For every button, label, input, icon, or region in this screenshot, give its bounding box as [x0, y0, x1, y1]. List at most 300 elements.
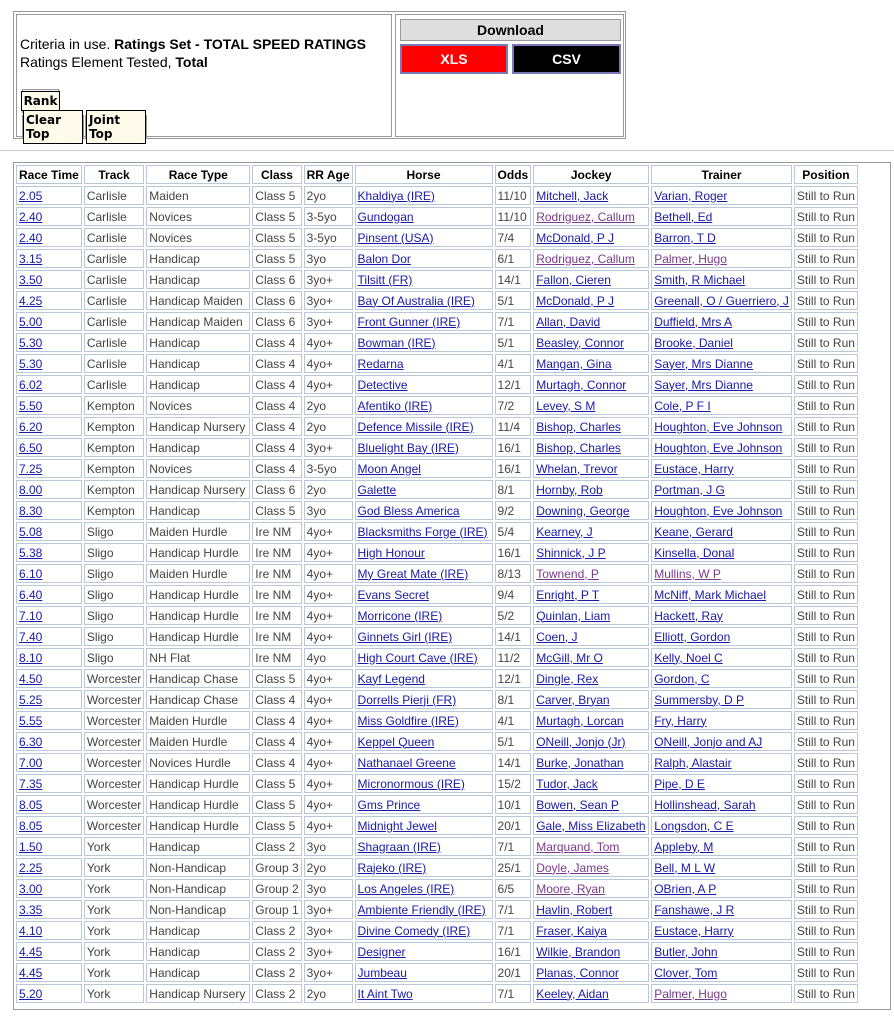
trainer-link[interactable]: Hackett, Ray	[654, 608, 723, 623]
cell-rr-age: 4yo+	[304, 732, 353, 751]
cell-race-time	[16, 858, 82, 877]
horse-link[interactable]: Moon Angel	[357, 461, 421, 476]
table-row	[16, 690, 858, 709]
cell-jockey	[533, 774, 649, 793]
race-time-link[interactable]: 3.35	[19, 902, 43, 917]
cell-horse	[355, 900, 493, 919]
cell-rr-age: 3yo+	[304, 921, 353, 940]
jockey-link[interactable]: Enright, P T	[536, 587, 600, 602]
cell-race-time	[16, 753, 82, 772]
cell-position: Still to Run	[794, 333, 858, 352]
horse-link[interactable]: Midnight Jewel	[357, 818, 437, 833]
cell-trainer	[651, 648, 792, 667]
jockey-link[interactable]: Havlin, Robert	[536, 902, 613, 917]
race-time-link[interactable]: 3.00	[19, 881, 43, 896]
jockey-link[interactable]: Levey, S M	[536, 398, 596, 413]
jockey-link[interactable]: Tudor, Jack	[536, 776, 598, 791]
trainer-link[interactable]: Houghton, Eve Johnson	[654, 503, 783, 518]
trainer-link[interactable]: McNiff, Mark Michael	[654, 587, 766, 602]
trainer-link[interactable]: Bell, M L W	[654, 860, 716, 875]
race-time-link[interactable]: 5.50	[19, 398, 43, 413]
race-time-link[interactable]: 6.20	[19, 419, 43, 434]
cell-trainer	[651, 270, 792, 289]
cell-race-type: Maiden	[146, 186, 250, 205]
ratings-set: Ratings Set - TOTAL SPEED RATINGS	[114, 36, 366, 52]
cell-rr-age: 4yo+	[304, 333, 353, 352]
horse-link[interactable]: Micronormous (IRE)	[357, 776, 465, 791]
trainer-link[interactable]: Brooke, Daniel	[654, 335, 733, 350]
race-time-link[interactable]: 6.30	[19, 734, 43, 749]
trainer-link[interactable]: Greenall, O / Guerriero, J	[654, 293, 789, 308]
element-label: Ratings Element Tested,	[20, 54, 172, 70]
race-time-link[interactable]: 8.30	[19, 503, 43, 518]
table-row	[16, 606, 858, 625]
race-time-link[interactable]: 6.50	[19, 440, 43, 455]
horse-link[interactable]: My Great Mate (IRE)	[357, 566, 469, 581]
race-time-link[interactable]: 2.05	[19, 188, 43, 203]
cell-position: Still to Run	[794, 480, 858, 499]
jockey-link[interactable]: Mangan, Gina	[536, 356, 612, 371]
cell-trainer	[651, 396, 792, 415]
trainer-link[interactable]: Eustace, Harry	[654, 923, 734, 938]
trainer-link[interactable]: Pipe, D E	[654, 776, 705, 791]
jockey-link[interactable]: Coen, J	[536, 629, 578, 644]
jockey-link[interactable]: Bishop, Charles	[536, 440, 621, 455]
cell-race-type: NH Flat	[146, 648, 250, 667]
horse-link[interactable]: Los Angeles (IRE)	[357, 881, 455, 896]
cell-race-type: Handicap Hurdle	[146, 543, 250, 562]
cell-jockey	[533, 270, 649, 289]
cell-class: Ire NM	[252, 543, 301, 562]
cell-race-type: Handicap Nursery	[146, 984, 250, 1003]
jockey-link[interactable]: Bishop, Charles	[536, 419, 621, 434]
header-position: Position	[794, 165, 858, 184]
race-time-link[interactable]: 7.40	[19, 629, 43, 644]
cell-horse	[355, 690, 493, 709]
horse-link[interactable]: Designer	[357, 944, 406, 959]
cell-class: Class 4	[252, 459, 301, 478]
table-row	[16, 858, 858, 877]
cell-track: York	[84, 900, 144, 919]
trainer-link[interactable]: Clover, Tom	[654, 965, 718, 980]
header-jockey: Jockey	[533, 165, 649, 184]
race-time-link[interactable]: 4.25	[19, 293, 43, 308]
cell-race-time	[16, 228, 82, 247]
horse-link[interactable]: Kayf Legend	[357, 671, 425, 686]
race-time-link[interactable]: 4.45	[19, 965, 43, 980]
horse-link[interactable]: Miss Goldfire (IRE)	[357, 713, 459, 728]
cell-odds: 6/1	[495, 249, 532, 268]
race-time-link[interactable]: 8.10	[19, 650, 43, 665]
horse-link[interactable]: Tilsitt (FR)	[357, 272, 413, 287]
race-time-link[interactable]: 5.30	[19, 335, 43, 350]
cell-odds: 5/2	[495, 606, 532, 625]
cell-trainer	[651, 753, 792, 772]
cell-position: Still to Run	[794, 984, 858, 1003]
cell-position: Still to Run	[794, 816, 858, 835]
trainer-link[interactable]: Appleby, M	[654, 839, 714, 854]
horse-link[interactable]: God Bless America	[357, 503, 460, 518]
trainer-link[interactable]: OBrien, A P	[654, 881, 717, 896]
cell-rr-age: 2yo	[304, 480, 353, 499]
race-time-link[interactable]: 8.00	[19, 482, 43, 497]
cell-race-type: Handicap	[146, 354, 250, 373]
cell-race-time	[16, 438, 82, 457]
results-table-container	[13, 162, 891, 1010]
cell-track: Sligo	[84, 627, 144, 646]
cell-trainer	[651, 984, 792, 1003]
cell-trainer	[651, 690, 792, 709]
cell-rr-age: 4yo+	[304, 564, 353, 583]
jockey-link[interactable]: Doyle, James	[536, 860, 609, 875]
trainer-link[interactable]: Kinsella, Donal	[654, 545, 735, 560]
header-rr-age: RR Age	[304, 165, 353, 184]
jockey-link[interactable]: Dingle, Rex	[536, 671, 599, 686]
cell-race-time	[16, 963, 82, 982]
cell-odds: 14/1	[495, 270, 532, 289]
horse-link[interactable]: It Aint Two	[357, 986, 413, 1001]
cell-race-type: Handicap Hurdle	[146, 606, 250, 625]
jockey-link[interactable]: Townend, P	[536, 566, 599, 581]
race-time-link[interactable]: 4.50	[19, 671, 43, 686]
jockey-link[interactable]: McDonald, P J	[536, 293, 615, 308]
race-time-link[interactable]: 2.40	[19, 230, 43, 245]
cell-position: Still to Run	[794, 627, 858, 646]
cell-race-type: Novices Hurdle	[146, 753, 250, 772]
race-time-link[interactable]: 3.50	[19, 272, 43, 287]
trainer-link[interactable]: Houghton, Eve Johnson	[654, 419, 783, 434]
trainer-link[interactable]: Keane, Gerard	[654, 524, 733, 539]
cell-odds: 7/1	[495, 984, 532, 1003]
horse-link[interactable]: Defence Missile (IRE)	[357, 419, 474, 434]
table-row	[16, 984, 858, 1003]
table-row	[16, 963, 858, 982]
table-row	[16, 438, 858, 457]
jockey-link[interactable]: Fraser, Kaiya	[536, 923, 607, 938]
table-row	[16, 396, 858, 415]
divider	[0, 150, 894, 151]
table-row	[16, 522, 858, 541]
horse-link[interactable]: Evans Secret	[357, 587, 429, 602]
horse-link[interactable]: Detective	[357, 377, 408, 392]
horse-link[interactable]: Ambiente Friendly (IRE)	[357, 902, 486, 917]
jockey-link[interactable]: Moore, Ryan	[536, 881, 605, 896]
cell-trainer	[651, 480, 792, 499]
race-time-link[interactable]: 5.20	[19, 986, 43, 1001]
jockey-link[interactable]: Rodriguez, Callum	[536, 209, 635, 224]
cell-race-type: Handicap Hurdle	[146, 585, 250, 604]
cell-trainer	[651, 333, 792, 352]
cell-horse	[355, 753, 493, 772]
jockey-link[interactable]: Fallon, Cieren	[536, 272, 611, 287]
trainer-link[interactable]: Barron, T D	[654, 230, 716, 245]
cell-odds: 5/4	[495, 522, 532, 541]
cell-trainer	[651, 354, 792, 373]
horse-link[interactable]: Rajeko (IRE)	[357, 860, 427, 875]
horse-link[interactable]: Nathanael Greene	[357, 755, 456, 770]
jockey-link[interactable]: Whelan, Trevor	[536, 461, 618, 476]
cell-class: Class 4	[252, 375, 301, 394]
horse-link[interactable]: Jumbeau	[357, 965, 407, 980]
horse-link[interactable]: High Court Cave (IRE)	[357, 650, 478, 665]
cell-horse	[355, 585, 493, 604]
cell-track: Carlisle	[84, 228, 144, 247]
cell-race-type: Handicap	[146, 333, 250, 352]
cell-rr-age: 4yo+	[304, 606, 353, 625]
cell-trainer	[651, 291, 792, 310]
csv-download-button[interactable]: CSV	[512, 44, 621, 74]
jockey-link[interactable]: Murtagh, Connor	[536, 377, 627, 392]
jockey-link[interactable]: McDonald, P J	[536, 230, 615, 245]
jockey-link[interactable]: Hornby, Rob	[536, 482, 603, 497]
trainer-link[interactable]: Longsdon, C E	[654, 818, 734, 833]
cell-odds: 8/13	[495, 564, 532, 583]
race-time-link[interactable]: 6.02	[19, 377, 43, 392]
cell-class: Class 5	[252, 669, 301, 688]
cell-race-time	[16, 648, 82, 667]
cell-jockey	[533, 291, 649, 310]
xls-download-button[interactable]: XLS	[400, 44, 508, 74]
horse-link[interactable]: Morricone (IRE)	[357, 608, 443, 623]
horse-link[interactable]: Bowman (IRE)	[357, 335, 436, 350]
horse-link[interactable]: Bay Of Australia (IRE)	[357, 293, 475, 308]
cell-position: Still to Run	[794, 522, 858, 541]
cell-trainer	[651, 732, 792, 751]
cell-class: Class 5	[252, 774, 301, 793]
jockey-link[interactable]: Beasley, Connor	[536, 335, 625, 350]
jockey-link[interactable]: Marquand, Tom	[536, 839, 620, 854]
cell-race-time	[16, 186, 82, 205]
jockey-link[interactable]: Murtagh, Lorcan	[536, 713, 624, 728]
horse-link[interactable]: Blacksmiths Forge (IRE)	[357, 524, 488, 539]
race-time-link[interactable]: 5.08	[19, 524, 43, 539]
cell-track: Kempton	[84, 459, 144, 478]
race-time-link[interactable]: 8.05	[19, 818, 43, 833]
cell-rr-age: 4yo+	[304, 669, 353, 688]
cell-track: Carlisle	[84, 291, 144, 310]
jockey-link[interactable]: McGill, Mr O	[536, 650, 603, 665]
cell-trainer	[651, 522, 792, 541]
cell-race-type: Handicap Hurdle	[146, 627, 250, 646]
cell-track: Sligo	[84, 585, 144, 604]
cell-horse	[355, 501, 493, 520]
horse-link[interactable]: Gundogan	[357, 209, 414, 224]
cell-track: Carlisle	[84, 186, 144, 205]
horse-link[interactable]: Pinsent (USA)	[357, 230, 434, 245]
cell-trainer	[651, 459, 792, 478]
race-time-link[interactable]: 7.35	[19, 776, 43, 791]
trainer-link[interactable]: Smith, R Michael	[654, 272, 745, 287]
cell-rr-age: 3-5yo	[304, 228, 353, 247]
race-time-link[interactable]: 5.38	[19, 545, 43, 560]
race-time-link[interactable]: 4.10	[19, 923, 43, 938]
cell-race-type: Handicap	[146, 837, 250, 856]
horse-link[interactable]: Redarna	[357, 356, 404, 371]
cell-horse	[355, 942, 493, 961]
cell-trainer	[651, 564, 792, 583]
race-time-link[interactable]: 1.50	[19, 839, 43, 854]
cell-class: Class 2	[252, 837, 301, 856]
race-time-link[interactable]: 3.15	[19, 251, 43, 266]
horse-link[interactable]: Balon Dor	[357, 251, 411, 266]
jockey-link[interactable]: Mitchell, Jack	[536, 188, 609, 203]
cell-trainer	[651, 249, 792, 268]
cell-odds: 14/1	[495, 627, 532, 646]
race-time-link[interactable]: 8.05	[19, 797, 43, 812]
trainer-link[interactable]: Bethell, Ed	[654, 209, 713, 224]
jockey-link[interactable]: Burke, Jonathan	[536, 755, 624, 770]
trainer-link[interactable]: Gordon, C	[654, 671, 710, 686]
cell-race-type: Handicap Hurdle	[146, 816, 250, 835]
jockey-link[interactable]: Keeley, Aidan	[536, 986, 609, 1001]
trainer-link[interactable]: Fry, Harry	[654, 713, 707, 728]
race-time-link[interactable]: 5.55	[19, 713, 43, 728]
cell-horse	[355, 228, 493, 247]
cell-race-time	[16, 291, 82, 310]
trainer-link[interactable]: Ralph, Alastair	[654, 755, 732, 770]
trainer-link[interactable]: Summersby, D P	[654, 692, 744, 707]
cell-jockey	[533, 417, 649, 436]
cell-class: Class 4	[252, 753, 301, 772]
horse-link[interactable]: Ginnets Girl (IRE)	[357, 629, 453, 644]
trainer-link[interactable]: Varian, Roger	[654, 188, 728, 203]
trainer-link[interactable]: Hollinshead, Sarah	[654, 797, 756, 812]
jockey-link[interactable]: Shinnick, J P	[536, 545, 606, 560]
cell-rr-age: 3yo	[304, 879, 353, 898]
cell-trainer	[651, 816, 792, 835]
cell-rr-age: 4yo	[304, 648, 353, 667]
horse-link[interactable]: High Honour	[357, 545, 425, 560]
trainer-link[interactable]: Palmer, Hugo	[654, 986, 727, 1001]
cell-position: Still to Run	[794, 606, 858, 625]
jockey-link[interactable]: Allan, David	[536, 314, 601, 329]
jockey-link[interactable]: Kearney, J	[536, 524, 593, 539]
table-row	[16, 627, 858, 646]
trainer-link[interactable]: Duffield, Mrs A	[654, 314, 733, 329]
cell-jockey	[533, 753, 649, 772]
horse-link[interactable]: Shagraan (IRE)	[357, 839, 441, 854]
jockey-link[interactable]: Planas, Connor	[536, 965, 619, 980]
cell-rr-age: 3yo+	[304, 291, 353, 310]
cell-track: York	[84, 984, 144, 1003]
cell-odds: 11/10	[495, 186, 532, 205]
horse-link[interactable]: Khaldiya (IRE)	[357, 188, 435, 203]
race-time-link[interactable]: 6.40	[19, 587, 43, 602]
trainer-link[interactable]: Cole, P F I	[654, 398, 711, 413]
cell-track: York	[84, 858, 144, 877]
joint-top-button[interactable]	[85, 112, 147, 141]
cell-trainer	[651, 228, 792, 247]
cell-rr-age: 4yo+	[304, 354, 353, 373]
jockey-link[interactable]: Quinlan, Liam	[536, 608, 611, 623]
cell-rr-age: 3yo+	[304, 900, 353, 919]
jockey-link[interactable]: ONeill, Jonjo (Jr)	[536, 734, 626, 749]
horse-link[interactable]: Galette	[357, 482, 397, 497]
cell-race-time	[16, 207, 82, 226]
trainer-link[interactable]: Palmer, Hugo	[654, 251, 727, 266]
race-time-link[interactable]: 4.45	[19, 944, 43, 959]
race-time-link[interactable]: 2.40	[19, 209, 43, 224]
cell-race-time	[16, 543, 82, 562]
table-row	[16, 585, 858, 604]
cell-jockey	[533, 942, 649, 961]
race-time-link[interactable]: 6.10	[19, 566, 43, 581]
race-time-link[interactable]: 7.10	[19, 608, 43, 623]
trainer-link[interactable]: Fanshawe, J R	[654, 902, 735, 917]
jockey-link[interactable]: Gale, Miss Elizabeth	[536, 818, 646, 833]
trainer-link[interactable]: Eustace, Harry	[654, 461, 734, 476]
horse-link[interactable]: Divine Comedy (IRE)	[357, 923, 471, 938]
trainer-link[interactable]: ONeill, Jonjo and AJ	[654, 734, 763, 749]
criteria-text	[20, 35, 366, 71]
clear-top-button[interactable]	[22, 112, 84, 141]
cell-position: Still to Run	[794, 207, 858, 226]
cell-track: Worcester	[84, 711, 144, 730]
cell-race-time	[16, 774, 82, 793]
race-time-link[interactable]: 7.00	[19, 755, 43, 770]
race-time-link[interactable]: 2.25	[19, 860, 43, 875]
cell-horse	[355, 270, 493, 289]
cell-horse	[355, 963, 493, 982]
horse-link[interactable]: Bluelight Bay (IRE)	[357, 440, 459, 455]
horse-link[interactable]: Dorrells Pierji (FR)	[357, 692, 457, 707]
cell-track: Worcester	[84, 774, 144, 793]
horse-link[interactable]: Gms Prince	[357, 797, 421, 812]
trainer-link[interactable]: Elliott, Gordon	[654, 629, 731, 644]
cell-race-type: Handicap Hurdle	[146, 774, 250, 793]
trainer-link[interactable]: Sayer, Mrs Dianne	[654, 377, 753, 392]
cell-race-time	[16, 396, 82, 415]
trainer-link[interactable]: Butler, John	[654, 944, 718, 959]
jockey-link[interactable]: Bowen, Sean P	[536, 797, 619, 812]
cell-rr-age: 2yo	[304, 417, 353, 436]
cell-position: Still to Run	[794, 291, 858, 310]
cell-race-time	[16, 249, 82, 268]
jockey-link[interactable]: Rodriguez, Callum	[536, 251, 635, 266]
jockey-link[interactable]: Downing, George	[536, 503, 630, 518]
cell-class: Group 2	[252, 879, 301, 898]
cell-race-type: Handicap Nursery	[146, 417, 250, 436]
horse-link[interactable]: Keppel Queen	[357, 734, 435, 749]
cell-class: Class 5	[252, 501, 301, 520]
horse-link[interactable]: Afentiko (IRE)	[357, 398, 433, 413]
cell-race-type: Novices	[146, 459, 250, 478]
cell-jockey	[533, 333, 649, 352]
race-time-link[interactable]: 7.25	[19, 461, 43, 476]
race-time-link[interactable]: 5.30	[19, 356, 43, 371]
cell-horse	[355, 984, 493, 1003]
criteria-panel	[13, 11, 626, 139]
table-row	[16, 375, 858, 394]
race-time-link[interactable]: 5.00	[19, 314, 43, 329]
cell-jockey	[533, 522, 649, 541]
race-time-link[interactable]: 5.25	[19, 692, 43, 707]
trainer-link[interactable]: Houghton, Eve Johnson	[654, 440, 783, 455]
jockey-link[interactable]: Carver, Bryan	[536, 692, 610, 707]
cell-class: Group 1	[252, 900, 301, 919]
trainer-link[interactable]: Kelly, Noel C	[654, 650, 723, 665]
cell-position: Still to Run	[794, 858, 858, 877]
trainer-link[interactable]: Mullins, W P	[654, 566, 721, 581]
cell-trainer	[651, 879, 792, 898]
table-row	[16, 333, 858, 352]
trainer-link[interactable]: Sayer, Mrs Dianne	[654, 356, 753, 371]
table-row	[16, 270, 858, 289]
trainer-link[interactable]: Portman, J G	[654, 482, 725, 497]
jockey-link[interactable]: Wilkie, Brandon	[536, 944, 621, 959]
cell-trainer	[651, 585, 792, 604]
horse-link[interactable]: Front Gunner (IRE)	[357, 314, 461, 329]
